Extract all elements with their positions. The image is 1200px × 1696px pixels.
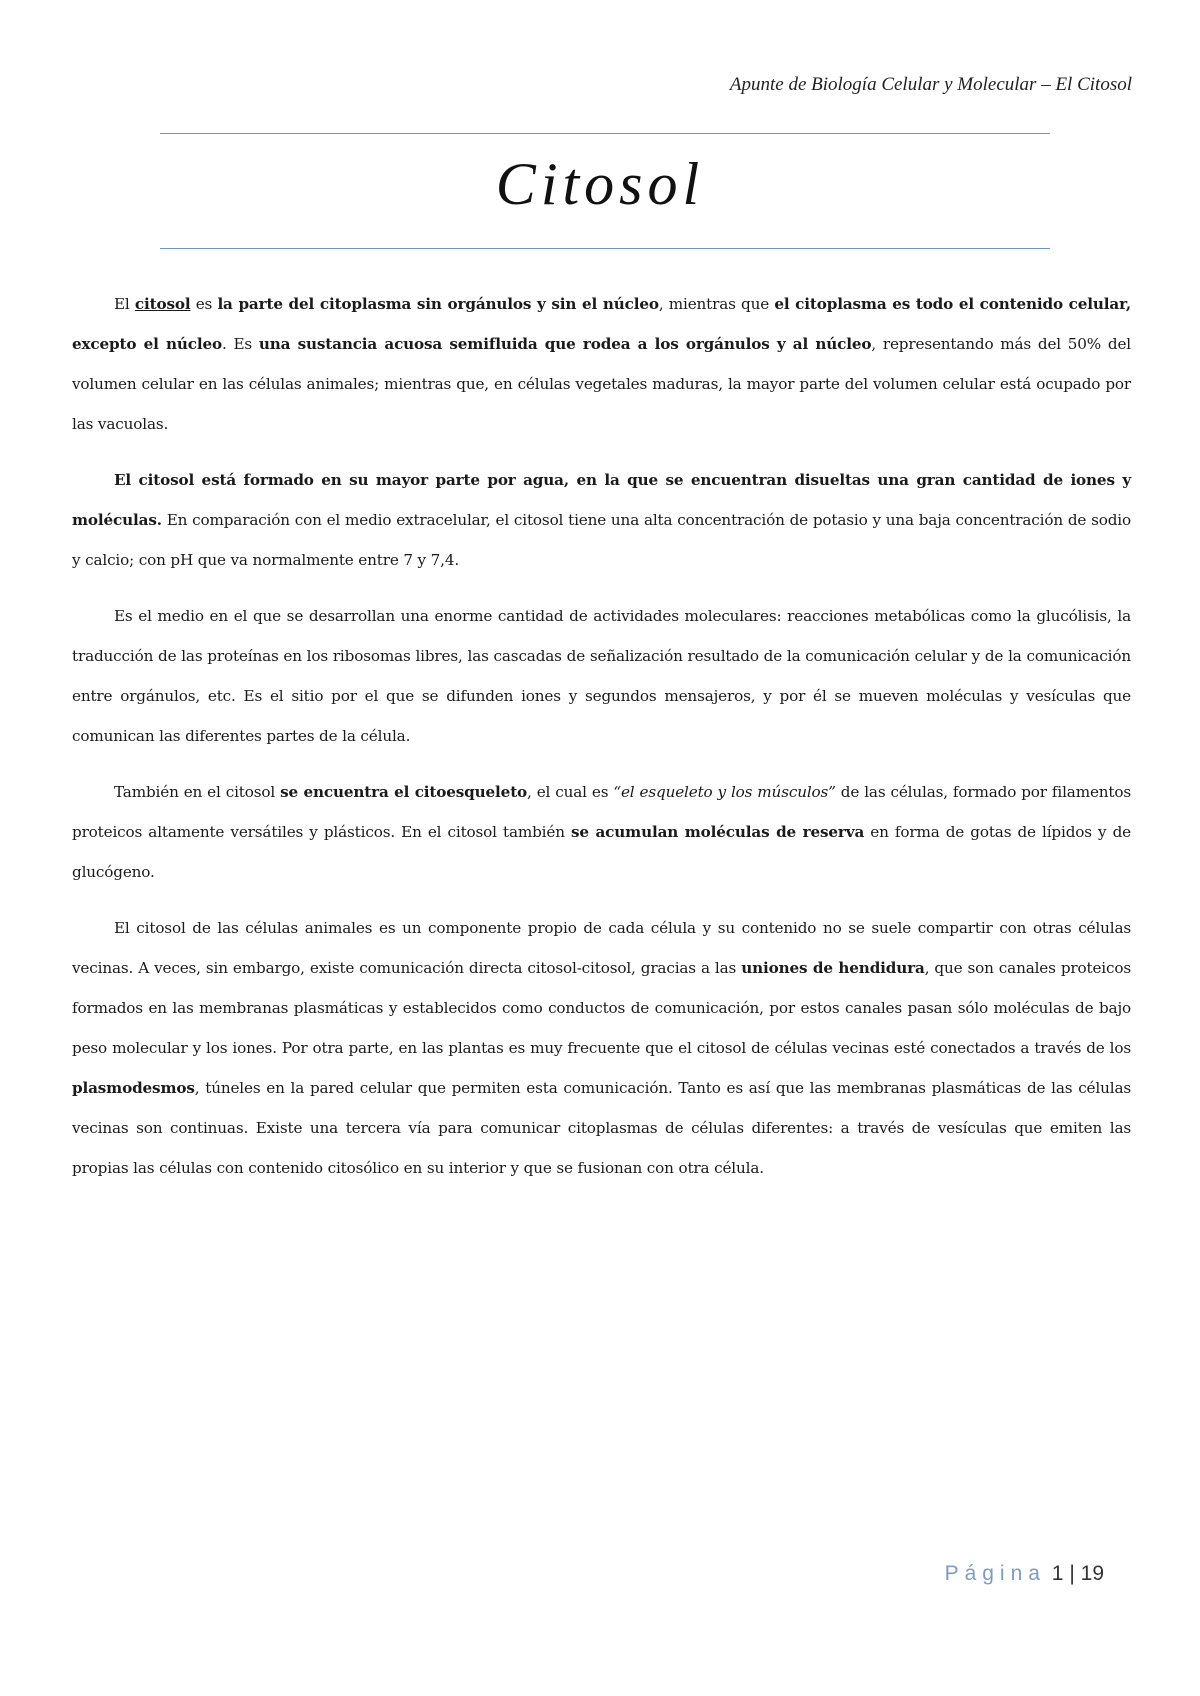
text-run: , mientras que bbox=[658, 295, 775, 313]
paragraph-1 bbox=[72, 284, 1131, 444]
page-total: 19 bbox=[1080, 1562, 1104, 1585]
running-header: Apunte de Biología Celular y Molecular – El Citosol bbox=[729, 74, 1132, 95]
bold-run: se acumulan moléculas de reserva bbox=[570, 823, 865, 841]
page-separator: | bbox=[1069, 1562, 1075, 1585]
page-label: Página bbox=[944, 1562, 1046, 1585]
bold-run: plasmodesmos bbox=[72, 1079, 195, 1097]
title-rule-bottom bbox=[160, 248, 1050, 249]
text-run: de las células, formado por filamentos proteicos altamente versátiles y plásticos. En el citosol también bbox=[72, 783, 1132, 841]
paragraph-4 bbox=[72, 772, 1131, 892]
page-number: 1 bbox=[1051, 1562, 1064, 1585]
text-run: El citosol de las células animales es un componente propio de cada célula y su contenido no se suele compartir con otras células vecinas. A veces, sin embargo, existe comunicación directa citosol-citosol, gracias a las bbox=[72, 919, 1131, 977]
paragraph-3 bbox=[72, 596, 1131, 756]
text-run: en forma de gotas de lípidos y de glucógeno. bbox=[72, 823, 1131, 881]
paragraph-5 bbox=[72, 908, 1131, 1188]
bold-run: el citoplasma es todo el contenido celular, excepto el núcleo bbox=[72, 295, 1131, 353]
title-rule-top bbox=[160, 133, 1050, 134]
text-run: . Es bbox=[221, 335, 259, 353]
italic-quote: “el esqueleto y los músculos” bbox=[613, 783, 836, 801]
text-run: , túneles en la pared celular que permiten esta comunicación. Tanto es así que las membranas plasmáticas de las células vecinas son continuas. Existe una tercera vía para comunicar citoplasmas de células diferentes: a través de vesículas que emiten las propias las células con contenido citosólico en su interior y que se fusionan con otra célula. bbox=[72, 1079, 1131, 1177]
bold-run: El citosol está formado en su mayor parte por agua, en la que se encuentran disueltas una gran cantidad de iones y moléculas. bbox=[72, 471, 1131, 529]
bold-run: una sustancia acuosa semifluida que rodea a los orgánulos y al núcleo bbox=[258, 335, 872, 353]
bold-run: se encuentra el citoesqueleto bbox=[280, 783, 528, 801]
bold-run: uniones de hendidura bbox=[741, 959, 925, 977]
text-run: También en el citosol bbox=[114, 783, 281, 801]
text-run: , que son canales proteicos formados en las membranas plasmáticas y establecidos como conductos de comunicación, por estos canales pasan sólo moléculas de bajo peso molecular y los iones. Por otra parte, en las plantas es muy frecuente que el citosol de células vecinas esté conectados a través de los bbox=[72, 959, 1131, 1057]
term-citosol: citosol bbox=[134, 295, 191, 313]
bold-run: la parte del citoplasma sin orgánulos y sin el núcleo bbox=[217, 295, 659, 313]
page-footer bbox=[945, 1562, 1104, 1586]
text-run: El bbox=[114, 295, 135, 313]
document-body bbox=[72, 284, 1131, 1204]
text-run: En comparación con el medio extracelular, el citosol tiene una alta concentración de potasio y una baja concentración de sodio y calcio; con pH que va normalmente entre 7 y 7,4. bbox=[72, 511, 1131, 569]
text-run: , representando más del 50% del volumen celular en las células animales; mientras que, en células vegetales maduras, la mayor parte del volumen celular está ocupado por las vacuolas. bbox=[72, 335, 1132, 433]
text-run: , el cual es bbox=[527, 783, 614, 801]
text-run: Es el medio en el que se desarrollan una enorme cantidad de actividades moleculares: reacciones metabólicas como la glucólisis, la traducción de las proteínas en los ribosomas libres, las cascadas de señalización resultado de la comunicación celular y de la comunicación entre orgánulos, etc. Es el sitio por el que se difunden iones y segundos mensajeros, y por él se mueven moléculas y vesículas que comunican las diferentes partes de la célula. bbox=[72, 607, 1131, 745]
text-run: es bbox=[190, 295, 218, 313]
paragraph-2 bbox=[72, 460, 1131, 580]
page-title: Citosol bbox=[495, 151, 705, 217]
